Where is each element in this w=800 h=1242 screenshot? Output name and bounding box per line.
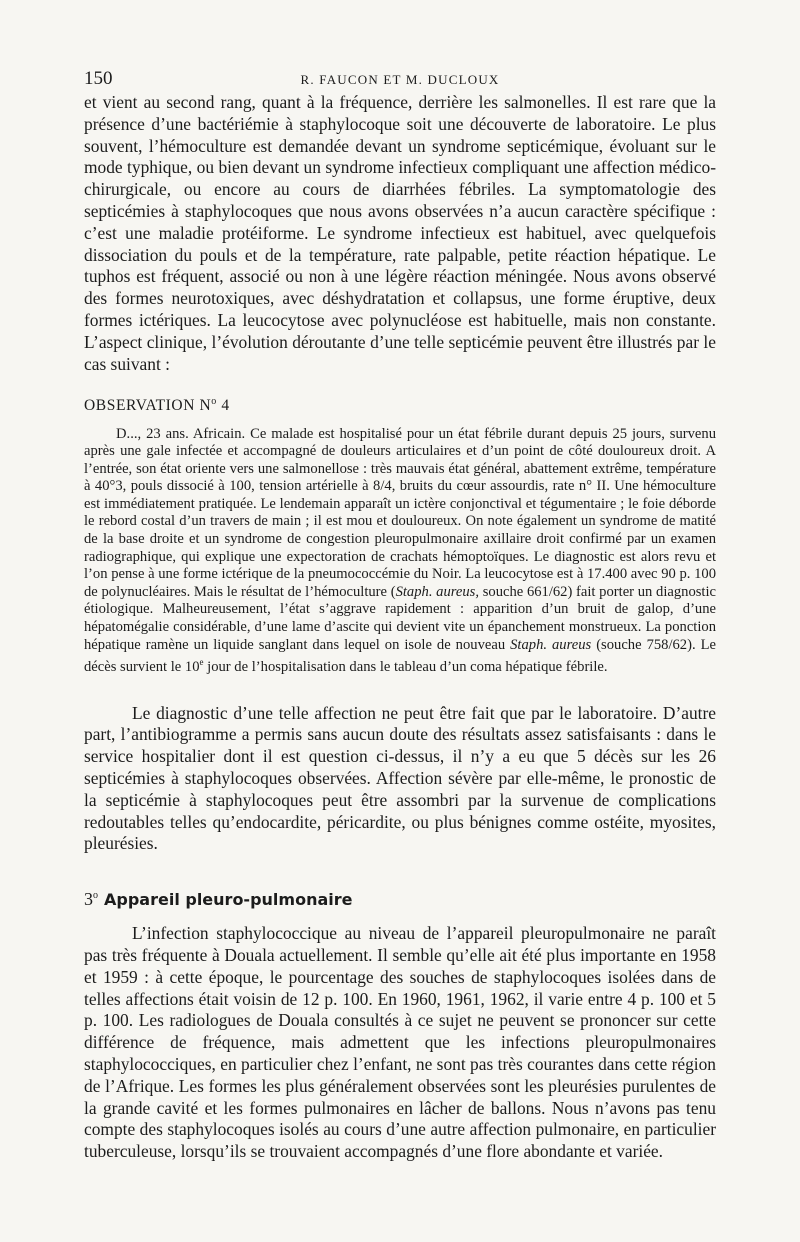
observation-number: 4 [221, 397, 230, 415]
species-name-2: Staph. aureus [510, 636, 592, 653]
ordinal-sup: e [199, 657, 204, 668]
page-number: 150 [84, 68, 113, 89]
observation-heading-text: OBSERVATION N [84, 397, 212, 415]
running-header [84, 62, 716, 92]
running-head-authors: R. FAUCON ET M. DUCLOUX [300, 72, 500, 87]
observation-text-part-1: D..., 23 ans. Africain. Ce malade est hospitalisé pour un état fébrile durant depuis 25 jours, survenu après une gale infectée et accompagné de douleurs articulaires et d’un point de côté douloureux droit. A l’entrée, son état oriente vers une salmonellose : très mauvais état général, abattement extrême, température à 40°3, pouls dissocié à 100, tension artérielle à 8/4, bruits du cœur assourdis, rate n° II. Une hémoculture est immédiatement pratiquée. Le lendemain apparaît un ictère conjonctival et tégumentaire ; le foie déborde le rebord costal d’un travers de main ; il est mou et douloureux. On note également un syndrome de matité de la base droite et un syndrome de congestion pleuropulmonaire axillaire droit confirmé par un examen radiographique, qui explique une expectoration de crachats hémoptoïques. Le diagnostic est alors revu et l’on pense à une forme ictérique de la pneumococcémie du Noir. La leucocytose est à 17.400 avec 90 p. 100 de polynucléaires. Mais le résultat de l’hémoculture ( [84, 425, 716, 600]
paragraph-diagnosis: Le diagnostic d’une telle affection ne peut être fait que par le laboratoire. D’autre part, l’antibiogramme a permis sans aucun doute des résultats assez satisfaisants : dans le service hospitalier dont il est question ci-dessus, il n’y a eu que 5 décès sur les 26 septicémies à staphylocoques observées. Affection sévère par elle-même, le pronostic de la septicémie à staphylocoques peut être assombri par la survenue de complications redoutables telles qu’endocardite, péricardite, ou plus bénignes comme ostéite, myosites, pleurésies. [84, 702, 716, 854]
observation-text-part-3: (souche 758/62). Le décès survient le 10 [84, 636, 717, 676]
species-name-1: Staph. aureus, [395, 583, 480, 600]
observation-heading [84, 396, 716, 415]
observation-case-text [84, 426, 716, 677]
section-title: Appareil pleuro-pulmonaire [104, 890, 353, 910]
observation-heading-sup: o [211, 396, 217, 408]
paragraph-continued: et vient au second rang, quant à la fréquence, derrière les salmonelles. Il est rare que la présence d’une bactériémie à staphylocoque soit une découverte de laboratoire. Le plus souvent, l’hémoculture est demandée devant un syndrome septicémique, évoluant sur le mode typhique, ou bien devant un syndrome infectieux compliquant une affection médico-chirurgicale, ou encore au cours de diarrhées fébriles. La symptomatologie des septicémies à staphylocoques que nous avons observées n’a aucun caractère spécifique : c’est une maladie protéiforme. Le syndrome infectieux est habituel, avec quelquefois dissociation du pouls et de la température, rate palpable, petite réaction hépatique. Le tuphos est fréquent, associé ou non à une légère réaction méningée. Nous avons observé des formes neurotoxiques, avec déshydratation et collapsus, une forme éruptive, deux formes ictériques. La leucocytose avec polynucléose est habituelle, mais non constante. L’aspect clinique, l’évolution déroutante d’une telle septicémie peuvent être illustrés par le cas suivant : [84, 92, 716, 374]
observation-text-part-4: jour de l’hospitalisation dans le tableau d’un coma hépatique fébrile. [203, 659, 608, 676]
observation-text-part-2: souche 661/62) fait porter un diagnostic étiologique. Malheureusement, l’état s’aggrave rapidement : apparition d’un bruit de galop, d’une hépatomégalie considérable, d’une lame d’ascite qui devient vite un épanchement monstrueux. La ponction hépatique ramène un liquide sanglant dans lequel on isole de nouveau [84, 583, 717, 653]
section-number [84, 889, 98, 909]
page [84, 62, 716, 1163]
section-number-digit: 3 [84, 889, 93, 910]
section-number-sup: o [93, 890, 98, 902]
paragraph-pleuro-pulmonary: L’infection staphylococcique au niveau de l’appareil pleuropulmonaire ne paraît pas très fréquente à Douala actuellement. Il semble qu’elle ait été plus importante en 1958 et 1959 : à cette époque, le pourcentage des souches de staphylocoques isolées dans de telles affections était voisin de 12 p. 100. En 1960, 1961, 1962, il varie entre 4 p. 100 et 5 p. 100. Les radiologues de Douala consultés à ce sujet ne peuvent se prononcer sur cette différence de fréquence, mais admettent que les infections pleuropulmonaires staphylococciques, en particulier chez l’enfant, ne sont pas très courantes dans cette région de l’Afrique. Les formes les plus généralement observées sont les pleurésies purulentes de la grande cavité et les formes pulmonaires en lâcher de ballons. Nous n’avons pas tenu compte des staphylocoques isolés au cours d’une autre affection pulmonaire, en particulier tuberculeuse, lorsqu’ils se trouvaient accompagnés d’une flore abondante et variée. [84, 923, 716, 1162]
section-heading [84, 889, 716, 910]
